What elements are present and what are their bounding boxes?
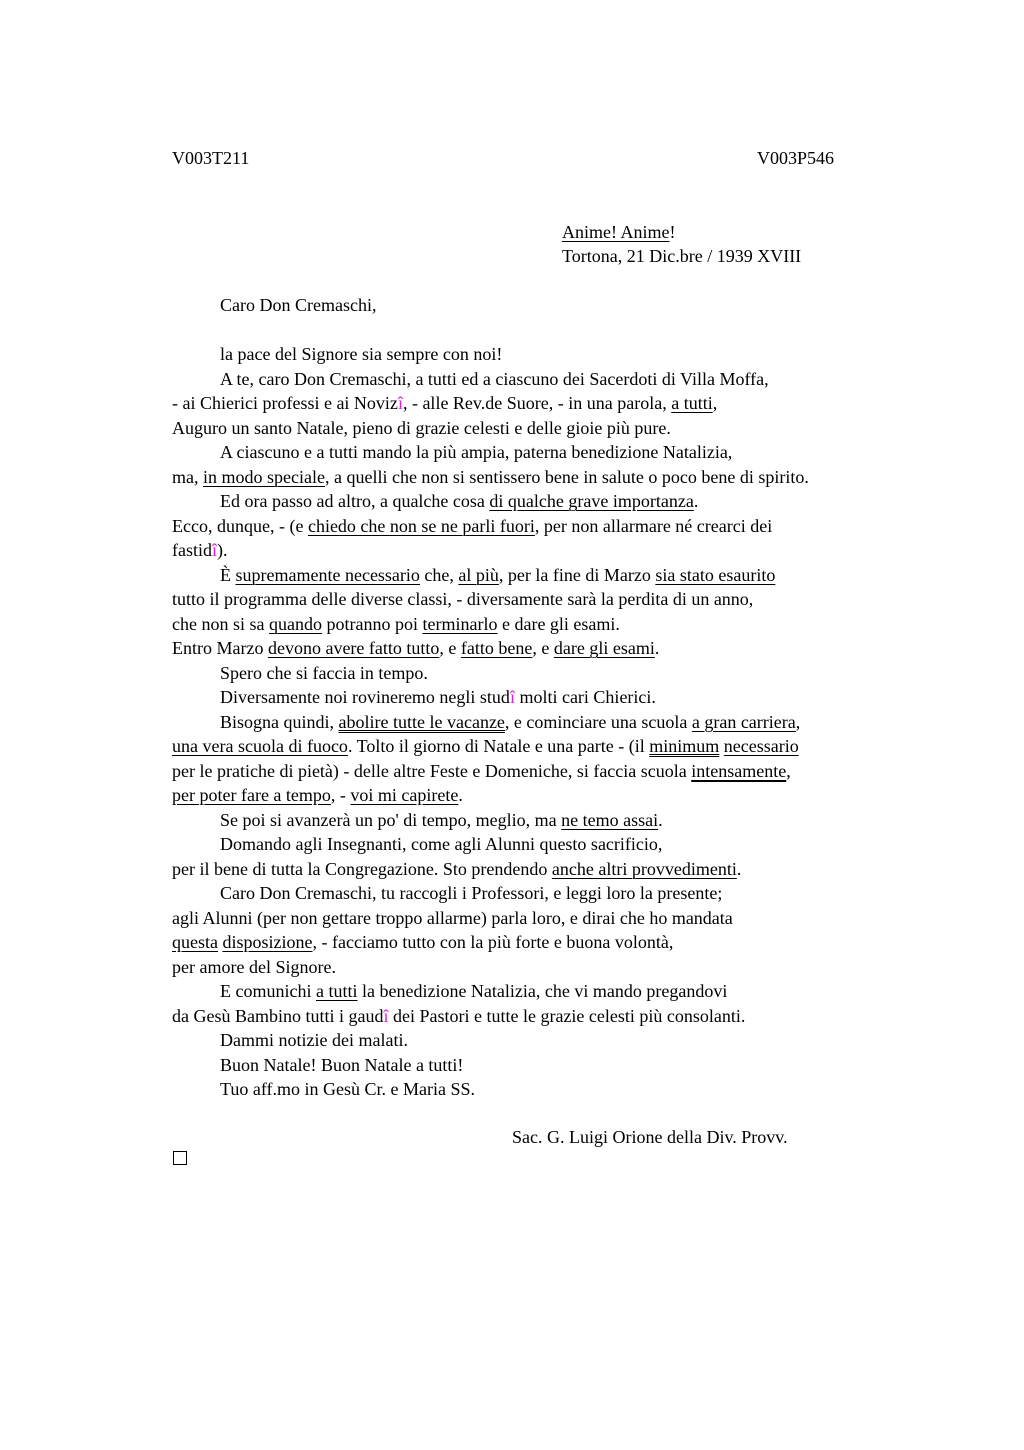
text-run: e dare gli esami.: [497, 613, 620, 634]
letter-line: [172, 979, 932, 1004]
motto-exclamation: !: [669, 222, 676, 242]
text-run: che non si sa: [172, 613, 269, 634]
text-run: Buon Natale! Buon Natale a tutti!: [220, 1054, 464, 1075]
text-run: Caro Don Cremaschi, tu raccogli i Professori, e leggi loro la presente;: [220, 883, 723, 903]
double-underlined-text: minimum: [649, 736, 720, 756]
text-run: . Tolto il giorno di Natale e una parte - (il: [347, 736, 650, 756]
underlined-text: sia stato esaurito: [655, 564, 776, 585]
underlined-text: al più: [458, 564, 499, 585]
text-run: da Gesù Bambino tutti i gaud: [172, 1005, 384, 1026]
text-run: Spero che si faccia in tempo.: [220, 662, 428, 683]
text-run: A te, caro Don Cremaschi, a tutti ed a ciascuno dei Sacerdoti di Villa Moffa,: [220, 368, 769, 389]
letter-line: [172, 538, 932, 563]
motto-underlined: Anime! Anime: [562, 222, 670, 242]
text-run: per amore del Signore.: [172, 956, 336, 977]
letter-line: [172, 661, 932, 686]
text-run: potranno poi: [321, 613, 423, 634]
text-run: Ecco, dunque, - (e: [172, 515, 308, 536]
underlined-text: anche altri provvedimenti: [551, 858, 737, 879]
text-run: , - facciamo tutto con la più forte e buona volontà,: [312, 932, 674, 952]
text-run: tutto il programma delle diverse classi, - diversamente sarà la perdita di un anno,: [172, 589, 754, 609]
letter-line: [172, 759, 932, 784]
underlined-text: fatto bene: [460, 638, 533, 658]
thick-underlined-text: intensamente: [691, 760, 787, 781]
underlined-text: supremamente necessario: [235, 564, 420, 585]
letter-body: [172, 342, 932, 1102]
letter-line: [172, 416, 932, 441]
underlined-text: questa: [172, 932, 218, 952]
signature: Sac. G. Luigi Orione della Div. Provv.: [512, 1127, 788, 1147]
underlined-text: devono avere fatto tutto: [267, 638, 440, 658]
letter-line: [172, 342, 932, 367]
highlighted-diacritic: î: [383, 1005, 389, 1026]
letter-line: [172, 832, 932, 857]
text-run: .: [654, 638, 660, 658]
text-run: , -: [330, 785, 351, 805]
letter-line: [172, 489, 932, 514]
text-run: A ciascuno e a tutti mando la più ampia, paterna benedizione Natalizia,: [220, 442, 733, 462]
letter-line: [172, 514, 932, 539]
text-run: fastid: [172, 540, 212, 560]
underlined-text: una vera scuola di fuoco: [172, 736, 348, 756]
underlined-text: a tutti: [671, 393, 713, 413]
letter-line: [172, 710, 932, 735]
underlined-text: ne temo assai: [561, 809, 659, 830]
text-run: ).: [217, 540, 228, 560]
letter-line: [172, 881, 932, 906]
letter-line: [172, 391, 932, 416]
text-run: agli Alunni (per non gettare troppo allarme) parla loro, e dirai che ho mandata: [172, 907, 733, 928]
text-run: .: [736, 858, 742, 879]
letter-line: [172, 440, 932, 465]
underlined-text: a gran carriera: [691, 711, 796, 732]
letter-line: [172, 563, 932, 588]
letter-line: [172, 783, 932, 808]
letter-line: [172, 465, 932, 490]
text-run: Domando agli Insegnanti, come agli Alunni questo sacrificio,: [220, 834, 663, 854]
letter-line: [172, 587, 932, 612]
text-run: ,: [786, 760, 791, 781]
underlined-text: necessario: [723, 736, 799, 756]
highlighted-diacritic: î: [212, 540, 218, 560]
text-run: , per non allarmare né crearci dei: [534, 515, 773, 536]
text-run: - ai Chierici professi e ai Noviz: [172, 393, 398, 413]
text-run: , - alle Rev.de Suore, - in una parola,: [402, 393, 672, 413]
letter-line: [172, 1028, 932, 1053]
letter-line: [172, 1077, 932, 1102]
text-run: Entro Marzo: [172, 638, 268, 658]
text-run: E comunichi: [220, 981, 316, 1001]
text-run: per il bene di tutta la Congregazione. Sto prendendo: [172, 858, 552, 879]
underlined-text: di qualche grave importanza: [489, 491, 694, 511]
text-run: Diversamente noi rovineremo negli stud: [220, 687, 510, 707]
text-run: la pace del Signore sia sempre con noi!: [220, 344, 503, 364]
letter-line: [172, 857, 932, 882]
text-run: .: [458, 785, 463, 805]
place-date: Tortona, 21 Dic.bre / 1939 XVIII: [562, 246, 802, 266]
text-run: .: [693, 491, 699, 511]
underlined-text: quando: [268, 613, 322, 634]
text-run: ma,: [172, 466, 203, 487]
underlined-text: chiedo che non se ne parli fuori: [307, 515, 535, 536]
text-run: Auguro un santo Natale, pieno di grazie celesti e delle gioie più pure.: [172, 417, 671, 438]
text-run: È: [220, 564, 236, 585]
text-run: , per la fine di Marzo: [498, 564, 656, 585]
document-code-left: V003T211: [172, 148, 250, 168]
double-underlined-text: abolire tutte le vacanze: [338, 711, 505, 732]
letter-line: [172, 930, 932, 955]
letter-line: [172, 636, 932, 661]
letter-line: [172, 685, 932, 710]
letter-line: [172, 734, 932, 759]
underlined-text: terminarlo: [422, 613, 498, 634]
text-run: , e: [439, 638, 461, 658]
text-run: Tuo aff.mo in Gesù Cr. e Maria SS.: [220, 1079, 476, 1099]
letter-line: [172, 808, 932, 833]
letter-line: [172, 1004, 932, 1029]
document-code-right: V003P546: [757, 148, 835, 168]
text-run: che,: [419, 564, 459, 585]
text-run: dei Pastori e tutte le grazie celesti più consolanti.: [388, 1005, 746, 1026]
text-run: ,: [712, 393, 718, 413]
empty-square-icon: [173, 1151, 187, 1165]
text-run: Se poi si avanzerà un po' di tempo, meglio, ma: [220, 809, 562, 830]
highlighted-diacritic: î: [397, 393, 403, 413]
underlined-text: dare gli esami: [553, 638, 655, 658]
text-run: per le pratiche di pietà) - delle altre Feste e Domeniche, si faccia scuola: [172, 760, 692, 781]
text-run: ,: [795, 711, 801, 732]
letter-line: [172, 367, 932, 392]
text-run: , e cominciare una scuola: [504, 711, 692, 732]
text-run: Bisogna quindi,: [220, 711, 339, 732]
text-run: Ed ora passo ad altro, a qualche cosa: [220, 491, 490, 511]
underlined-text: per poter fare a tempo: [172, 785, 331, 805]
underlined-text: in modo speciale: [203, 466, 325, 487]
text-run: , a quelli che non si sentissero bene in salute o poco bene di spirito.: [324, 466, 809, 487]
underlined-text: disposizione: [222, 932, 313, 952]
text-run: .: [658, 809, 663, 830]
salutation: Caro Don Cremaschi,: [220, 295, 377, 315]
text-run: la benedizione Natalizia, che vi mando pregandovi: [357, 981, 728, 1001]
text-run: , e: [532, 638, 554, 658]
text-run: molti cari Chierici.: [514, 687, 656, 707]
text-run: Dammi notizie dei malati.: [220, 1030, 408, 1050]
underlined-text: voi mi capirete: [350, 785, 459, 805]
highlighted-diacritic: î: [509, 687, 515, 707]
underlined-text: a tutti: [315, 981, 358, 1001]
letter-line: [172, 1053, 932, 1078]
letter-line: [172, 612, 932, 637]
motto: [562, 220, 675, 245]
letter-line: [172, 955, 932, 980]
letter-line: [172, 906, 932, 931]
